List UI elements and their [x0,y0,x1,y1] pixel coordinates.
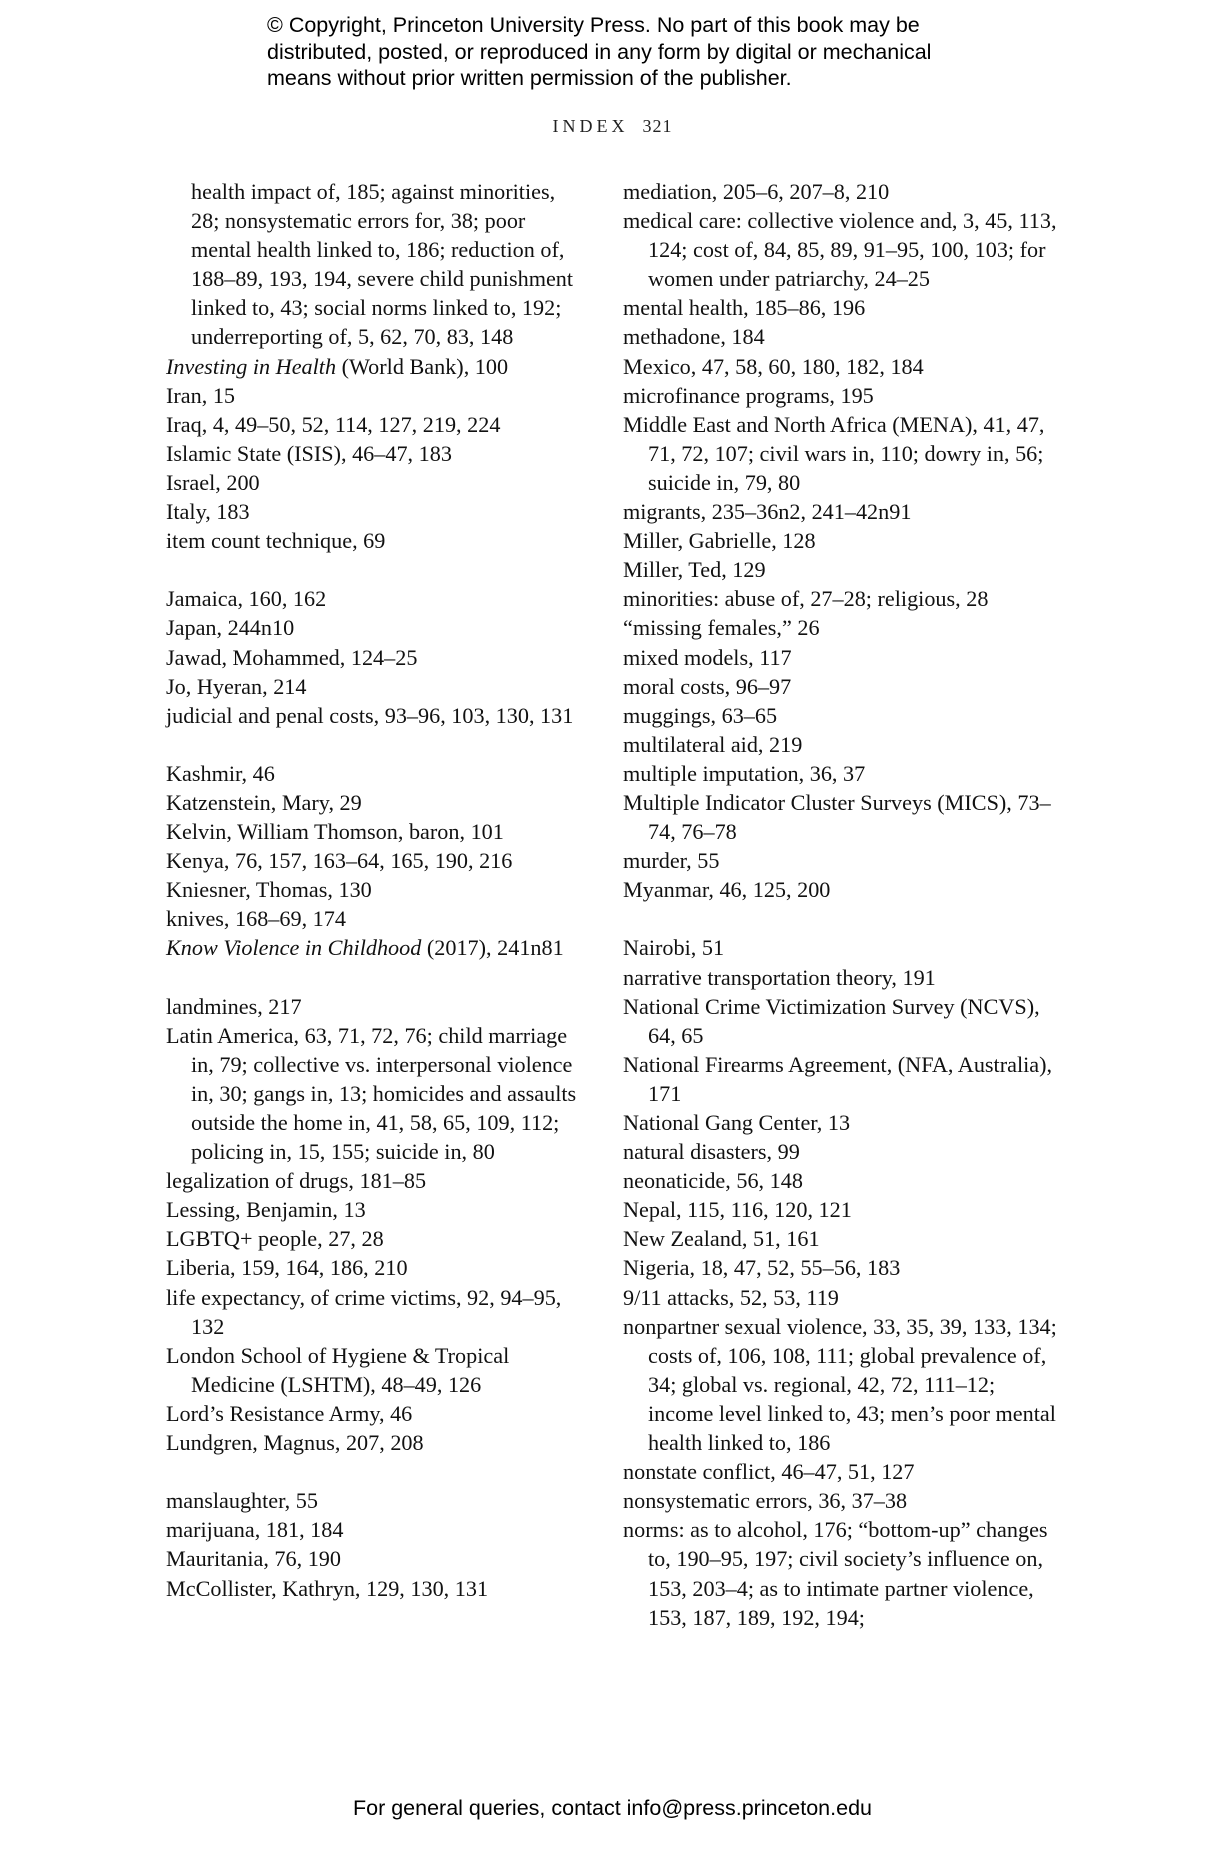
index-entry-title: Know Violence in Childhood [166,935,422,961]
index-entry-text: health impact of, 185; against minorities, 28; nonsystematic errors for, 38; poor mental health linked to, 186; reduction of, 188–89, 193, 194, severe child punishment linked to, 43; social norms linked to, 192; underreporting of, 5, 62, 70, 83, 148 [191,179,574,350]
index-entry [623,322,1063,351]
index-entry [166,1399,586,1428]
index-entry-text: narrative transportation theory, 191 [623,964,936,990]
index-entry [166,1195,586,1224]
index-entry [166,1283,586,1341]
index-entry [166,1428,586,1457]
index-entry [623,352,1063,381]
index-entry [166,177,586,352]
index-entry [623,613,1063,642]
index-entry-text: Iraq, 4, 49–50, 52, 114, 127, 219, 224 [166,411,501,437]
index-entry-text: Jamaica, 160, 162 [166,586,327,612]
index-entry [166,701,586,730]
index-entry [623,206,1063,293]
index-entry [166,352,586,381]
index-entry-text: minorities: abuse of, 27–28; religious, 28 [623,586,989,612]
index-entry-text: Lundgren, Magnus, 207, 208 [166,1430,424,1456]
index-entry-text: Kniesner, Thomas, 130 [166,877,372,903]
index-entry [623,584,1063,613]
index-entry [623,177,1063,206]
index-entry [166,875,586,904]
index-entry-text: methadone, 184 [623,324,765,350]
index-entry [623,788,1063,846]
index-entry-text: Jo, Hyeran, 214 [166,673,307,699]
index-entry-text: Italy, 183 [166,499,250,525]
index-entry [623,643,1063,672]
index-entry [623,1224,1063,1253]
index-entry-text: 9/11 attacks, 52, 53, 119 [623,1284,839,1310]
index-entry [623,1137,1063,1166]
letter-group-gap [166,963,586,992]
index-entry-text: McCollister, Kathryn, 129, 130, 131 [166,1575,489,1601]
index-entry-text: London School of Hygiene & Tropical Medicine (LSHTM), 48–49, 126 [166,1342,510,1397]
index-entry [166,1544,586,1573]
index-entry [623,1457,1063,1486]
index-entry-text: Japan, 244n10 [166,615,295,641]
index-entry [166,381,586,410]
index-entry-text: microfinance programs, 195 [623,382,874,408]
index-entry-text: multilateral aid, 219 [623,731,803,757]
index-entry [166,1341,586,1399]
index-entry [166,759,586,788]
index-entry [166,933,586,962]
index-entry [623,730,1063,759]
copyright-notice [267,12,1027,92]
index-entry-text: murder, 55 [623,848,720,874]
index-entry [623,381,1063,410]
index-entry-text: landmines, 217 [166,993,302,1019]
index-entry [623,1108,1063,1137]
index-entry-text: Lord’s Resistance Army, 46 [166,1400,413,1426]
running-head [0,116,1225,137]
copyright-line: distributed, posted, or reproduced in any form by digital or mechanical [267,39,932,64]
index-entry-text: judicial and penal costs, 93–96, 103, 130, 131 [166,702,574,728]
page-number: 321 [642,116,673,136]
index-entry-text: norms: as to alcohol, 176; “bottom-up” changes to, 190–95, 197; civil society’s influence on, 153, 203–4; as to intimate partner violence, 153, 187, 189, 192, 194; [623,1517,1048,1630]
index-entry-text: Middle East and North Africa (MENA), 41, 47, 71, 72, 107; civil wars in, 110; dowry in, 56; suicide in, 79, 80 [623,411,1045,495]
index-entry-text: Miller, Gabrielle, 128 [623,528,816,554]
index-entry-text: Latin America, 63, 71, 72, 76; child marriage in, 79; collective vs. interpersonal violence in, 30; gangs in, 13; homicides and assaults outside the home in, 41, 58, 65, 109, 112; policing in, 15, 155; suicide in, 80 [166,1022,577,1165]
index-entry [623,1515,1063,1631]
index-entry-text: natural disasters, 99 [623,1139,800,1165]
index-entry-text: mediation, 205–6, 207–8, 210 [623,179,890,204]
index-entry [166,1021,586,1166]
copyright-line: means without prior written permission of the publisher. [267,66,792,90]
index-entry [623,672,1063,701]
index-entry-text: nonsystematic errors, 36, 37–38 [623,1488,908,1514]
index-entry-text: life expectancy, of crime victims, 92, 94–95, 132 [166,1284,562,1339]
index-entry-text: knives, 168–69, 174 [166,906,346,932]
index-entry [623,1166,1063,1195]
running-head-label: INDEX [552,116,629,136]
index-entry-text: “missing females,” 26 [623,615,820,641]
index-entry [166,1253,586,1282]
index-entry [166,846,586,875]
index-entry [166,1166,586,1195]
index-entry [623,701,1063,730]
index-entry [166,1574,586,1603]
letter-group-gap [166,730,586,759]
index-entry [166,410,586,439]
index-entry [166,1224,586,1253]
index-entry [623,963,1063,992]
index-entry-text: nonstate conflict, 46–47, 51, 127 [623,1459,915,1485]
index-entry [623,1050,1063,1108]
index-entry-text: migrants, 235–36n2, 241–42n91 [623,499,912,525]
index-entry [166,817,586,846]
index-entry-text: medical care: collective violence and, 3, 45, 113, 124; cost of, 84, 85, 89, 91–95, 100, 103; for women under patriarchy, 24–25 [623,208,1057,292]
index-entry-text: Myanmar, 46, 125, 200 [623,877,831,903]
index-entry-text: National Crime Victimization Survey (NCVS), 64, 65 [623,993,1040,1048]
index-entry [166,672,586,701]
index-entry-text: neonaticide, 56, 148 [623,1168,803,1194]
index-entry-text: mental health, 185–86, 196 [623,295,866,321]
index-entry-text: muggings, 63–65 [623,702,778,728]
index-entry-text: nonpartner sexual violence, 33, 35, 39, 133, 134; costs of, 106, 108, 111; global prevalence of, 34; global vs. regional, 42, 72, 111–12; income level linked to, 43; men’s poor mental health linked to, 186 [623,1313,1057,1456]
index-entry [623,293,1063,322]
index-entry-text: Mauritania, 76, 190 [166,1546,341,1572]
index-entry [623,759,1063,788]
index-entry [623,497,1063,526]
index-entry-text: Multiple Indicator Cluster Surveys (MICS), 73–74, 76–78 [623,789,1051,845]
index-entry [166,497,586,526]
index-entry-text: Liberia, 159, 164, 186, 210 [166,1255,408,1281]
index-entry-text: mixed models, 117 [623,644,792,670]
letter-group-gap [166,555,586,584]
copyright-line: © Copyright, Princeton University Press. No part of this book may be [267,13,920,37]
index-entry [166,439,586,468]
index-entry-text: legalization of drugs, 181–85 [166,1168,427,1194]
index-entry-text: Kashmir, 46 [166,760,275,786]
index-entry-text: Mexico, 47, 58, 60, 180, 182, 184 [623,353,924,379]
index-entry-text: Nigeria, 18, 47, 52, 55–56, 183 [623,1255,901,1281]
index-entry-text: Nepal, 115, 116, 120, 121 [623,1197,852,1223]
index-column-left [166,177,586,1603]
index-entry-text: Islamic State (ISIS), 46–47, 183 [166,440,452,466]
index-entry [166,584,586,613]
index-entry-text: multiple imputation, 36, 37 [623,760,866,786]
index-entry [623,846,1063,875]
index-entry [166,904,586,933]
index-entry [623,875,1063,904]
index-entry-text: marijuana, 181, 184 [166,1517,344,1543]
index-entry-text: LGBTQ+ people, 27, 28 [166,1226,384,1252]
index-entry-text: item count technique, 69 [166,528,386,554]
index-entry-title: Investing in Health [166,353,337,379]
index-entry [623,1486,1063,1515]
index-entry [166,643,586,672]
index-entry-text: Kelvin, William Thomson, baron, 101 [166,819,504,845]
letter-group-gap [166,1457,586,1486]
footer-contact: For general queries, contact info@press.princeton.edu [352,1796,872,1820]
index-entry [623,1253,1063,1282]
index-entry [623,410,1063,497]
index-entry [166,1515,586,1544]
index-entry-text: New Zealand, 51, 161 [623,1226,820,1252]
index-entry [166,992,586,1021]
index-entry [623,526,1063,555]
index-entry-text: National Gang Center, 13 [623,1110,851,1135]
index-entry-text: moral costs, 96–97 [623,673,792,699]
index-entry-text: Jawad, Mohammed, 124–25 [166,644,418,670]
index-entry-text: Kenya, 76, 157, 163–64, 165, 190, 216 [166,848,513,874]
index-entry [166,1486,586,1515]
index-entry-text: Lessing, Benjamin, 13 [166,1197,366,1223]
index-entry [623,992,1063,1050]
index-entry-text: (2017), 241n81 [421,935,564,961]
index-entry [623,555,1063,584]
index-entry [166,788,586,817]
index-entry-text: manslaughter, 55 [166,1488,318,1514]
index-entry [623,1312,1063,1457]
index-entry [623,933,1063,962]
index-entry-text: Israel, 200 [166,469,260,495]
index-entry [166,613,586,642]
index-entry [623,1283,1063,1312]
index-entry [623,1195,1063,1224]
index-entry-text: Miller, Ted, 129 [623,557,766,583]
index-entry-text: Katzenstein, Mary, 29 [166,789,362,815]
index-entry [166,468,586,497]
index-entry-text: Nairobi, 51 [623,935,725,961]
index-entry [166,526,586,555]
index-entry-text: (World Bank), 100 [336,353,509,379]
letter-group-gap [623,904,1063,933]
index-entry-text: Iran, 15 [166,382,236,408]
index-entry-text: National Firearms Agreement, (NFA, Australia), 171 [623,1051,1053,1106]
index-column-right [623,177,1063,1632]
